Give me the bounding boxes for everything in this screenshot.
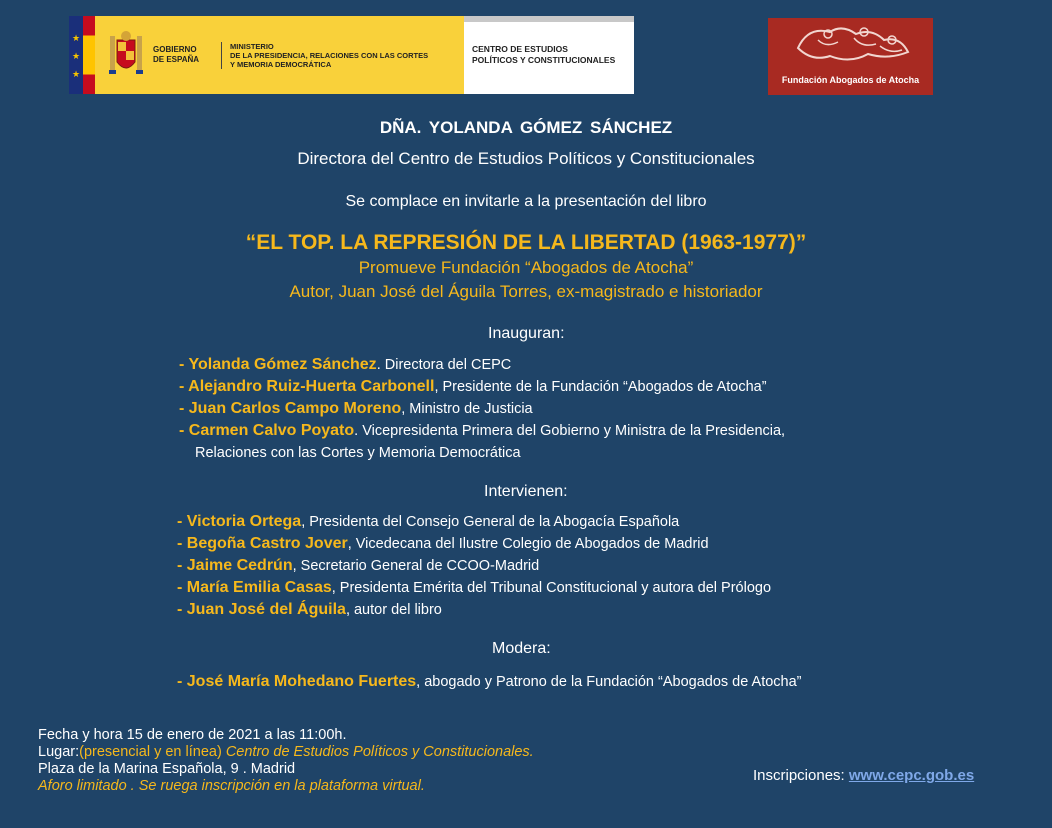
event-datetime: Fecha y hora 15 de enero de 2021 a las 11:00h.: [38, 727, 347, 743]
list-item: [179, 376, 785, 398]
inauguran-list: [179, 354, 785, 464]
speaker-name: - Juan Carlos Campo Moreno: [179, 400, 402, 417]
speaker-name: - Jaime Cedrún: [177, 557, 293, 574]
promoter-text: Promueve Fundación “Abogados de Atocha”: [358, 258, 694, 277]
gobierno-label: GOBIERNO DE ESPAÑA: [153, 45, 200, 64]
speaker-role: , Secretario General de CCOO-Madrid: [292, 558, 540, 574]
capacity-note: Aforo limitado . Se ruega inscripción en la plataforma virtual.: [38, 778, 425, 794]
list-item: [177, 533, 771, 555]
speaker-role: , autor del libro: [345, 602, 442, 618]
intervienen-list: [177, 511, 771, 621]
speaker-name: - Yolanda Gómez Sánchez: [179, 356, 377, 373]
fundacion-name-label: Fundación Abogados de Atocha: [781, 75, 920, 85]
host-name: DÑA. YOLANDA GÓMEZ SÁNCHEZ: [379, 118, 673, 137]
coat-of-arms-icon: [107, 29, 145, 81]
speaker-role: , Presidenta Emérita del Tribunal Constitucional y autora del Prólogo: [331, 580, 772, 596]
speaker-name: - Juan José del Águila: [177, 601, 346, 618]
gobierno-de-espana-logo: [69, 16, 634, 94]
book-title: “EL TOP. LA REPRESIÓN DE LA LIBERTAD (1963-1977)”: [245, 231, 807, 254]
intervienen-heading: Intervienen:: [484, 483, 568, 500]
speaker-role: , Vicedecana del Ilustre Colegio de Abogados de Madrid: [347, 536, 709, 552]
speaker-role: , Presidenta del Consejo General de la Abogacía Española: [301, 514, 680, 530]
list-item: [177, 577, 771, 599]
inauguran-heading: Inauguran:: [488, 325, 565, 342]
speaker-role: , Presidente de la Fundación “Abogados de Atocha”: [434, 379, 767, 395]
eu-stars-icon: ★ ★ ★: [69, 16, 83, 94]
list-item: [177, 511, 771, 533]
speaker-role: , abogado y Patrono de la Fundación “Abogados de Atocha”: [416, 674, 802, 690]
event-info: [38, 727, 534, 795]
speaker-role: , Ministro de Justicia: [401, 401, 533, 417]
cepc-label: CENTRO DE ESTUDIOS POLÍTICOS Y CONSTITUCIONALES: [472, 44, 616, 65]
modera-heading: Modera:: [492, 640, 551, 657]
spain-flag-icon: [83, 16, 95, 94]
list-item: [177, 599, 771, 621]
ministerio-label: MINISTERIO DE LA PRESIDENCIA, RELACIONES CON LAS CORTES Y MEMORIA DEMOCRÁTICA: [221, 42, 450, 69]
speaker-name: - Begoña Castro Jover: [177, 535, 348, 552]
list-item: [179, 420, 785, 442]
speaker-name: - Carmen Calvo Poyato: [179, 422, 355, 439]
list-item: [177, 555, 771, 577]
place-mode: (presencial y en línea): [79, 744, 222, 760]
registration: [753, 767, 974, 784]
figures-illustration-icon: [768, 18, 933, 74]
place-name: Centro de Estudios Políticos y Constitucionales.: [221, 744, 534, 760]
fundacion-abogados-atocha-logo: [768, 18, 933, 95]
registration-label: Inscripciones:: [753, 767, 849, 784]
event-place: [38, 744, 534, 761]
speaker-name: - Alejandro Ruiz-Huerta Carbonell: [179, 378, 435, 395]
invitation-text: Se complace en invitarle a la presentación del libro: [345, 193, 707, 210]
speaker-role: . Vicepresidenta Primera del Gobierno y Ministra de la Presidencia,: [354, 423, 786, 439]
list-item: [179, 354, 785, 376]
speaker-name: - María Emilia Casas: [177, 579, 332, 596]
speaker-role-continuation: Relaciones con las Cortes y Memoria Democrática: [195, 445, 521, 461]
host-role: Directora del Centro de Estudios Políticos y Constitucionales: [297, 149, 755, 168]
speaker-name: - José María Mohedano Fuertes: [177, 673, 417, 690]
speaker-role: . Directora del CEPC: [376, 357, 512, 373]
speaker-name: - Victoria Ortega: [177, 513, 302, 530]
author-text: Autor, Juan José del Águila Torres, ex-magistrado e historiador: [289, 282, 763, 301]
list-item: [179, 398, 785, 420]
registration-link[interactable]: www.cepc.gob.es: [848, 767, 975, 784]
modera-list: [177, 671, 802, 693]
list-item: [177, 671, 802, 693]
event-address: Plaza de la Marina Española, 9 . Madrid: [38, 761, 296, 777]
place-label: Lugar:: [38, 744, 80, 760]
